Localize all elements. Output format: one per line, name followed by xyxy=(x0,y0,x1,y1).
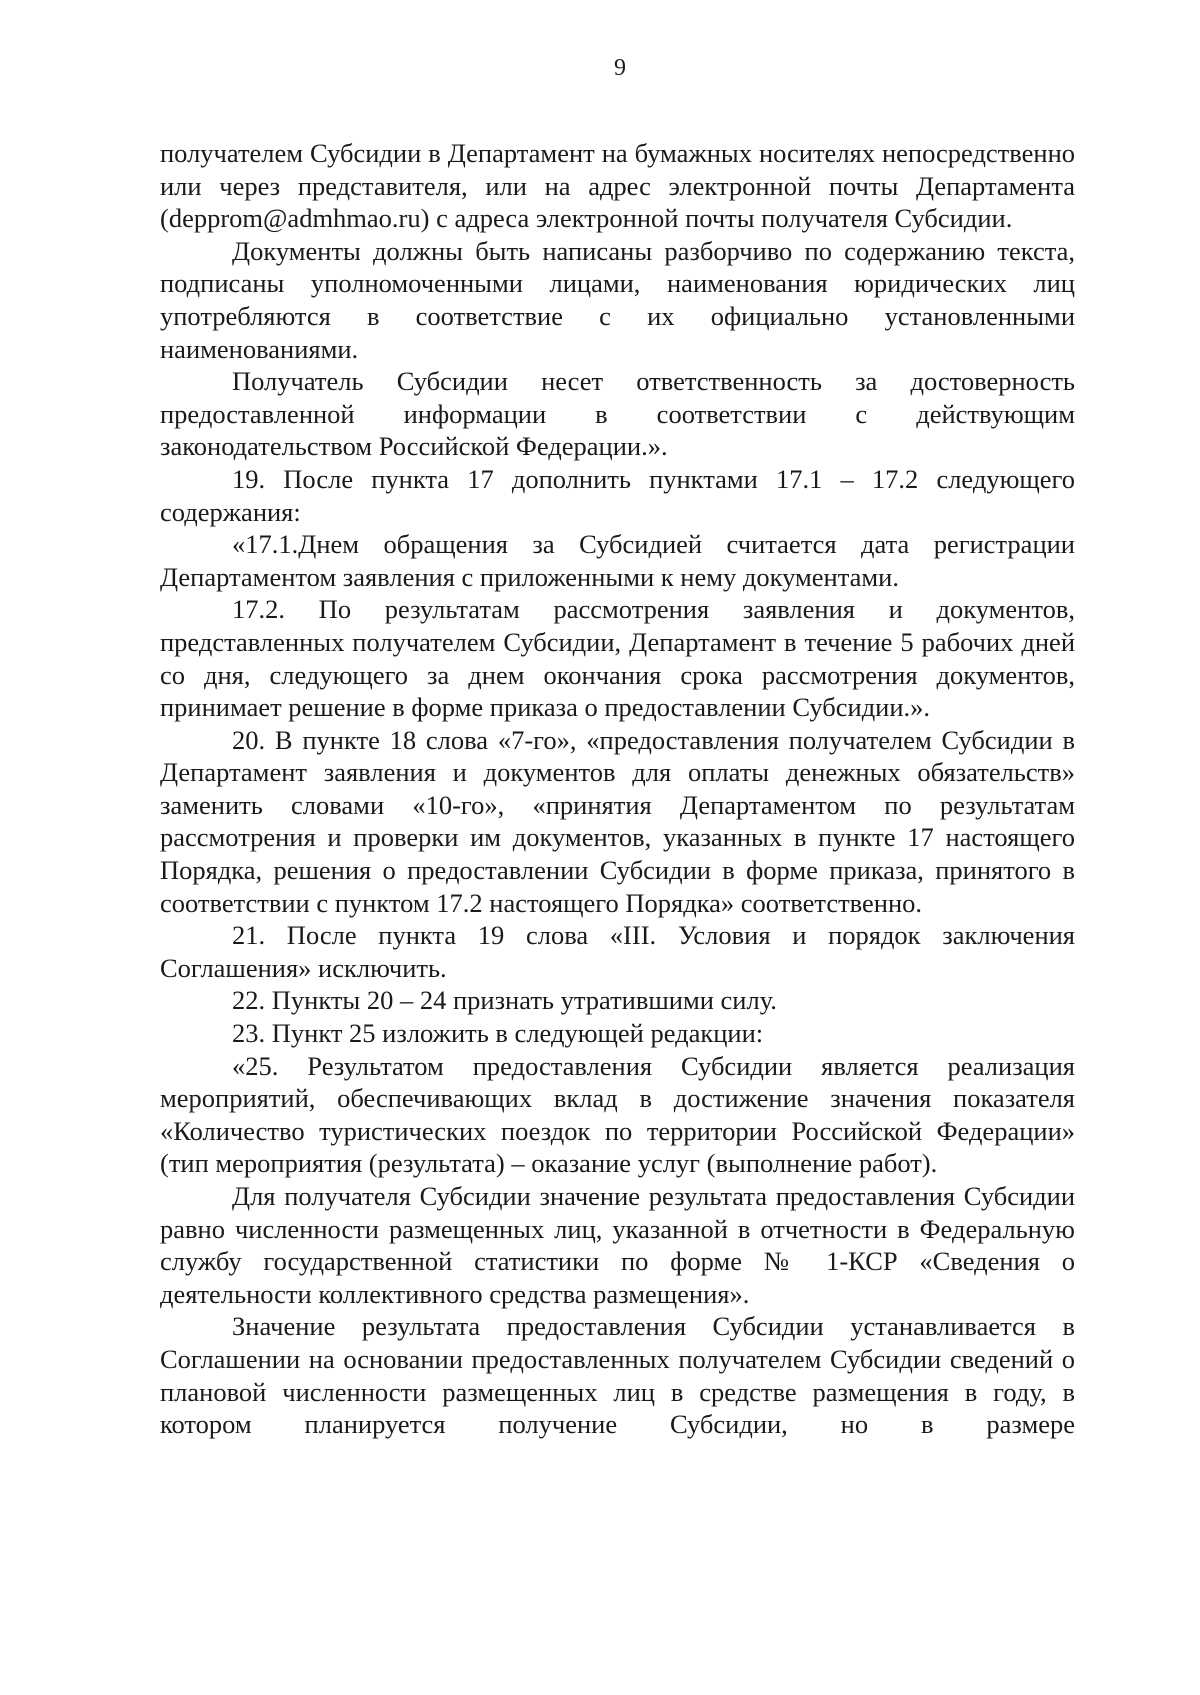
document-body xyxy=(160,137,1075,1441)
paragraph: Для получателя Субсидии значение результата предоставления Субсидии равно численности размещенных лиц, указанной в отчетности в Федеральную службу государственной статистики по форме № 1-КСР «Сведения о деятельности коллективного средства размещения». xyxy=(160,1181,1075,1309)
paragraph: 22. Пункты 20 – 24 признать утратившими силу. xyxy=(232,985,777,1016)
paragraph: Получатель Субсидии несет ответственность за достоверность предоставленной информации в соответствии с действующим законодательством Российской Федерации.». xyxy=(160,366,1075,462)
paragraph: 23. Пункт 25 изложить в следующей редакции: xyxy=(232,1018,764,1049)
paragraph: 21. После пункта 19 слова «III. Условия и порядок заключения Соглашения» исключить. xyxy=(160,920,1075,983)
paragraph: Значение результата предоставления Субсидии устанавливается в Соглашении на основании предоставленных получателем Субсидии сведений о плановой численности размещенных лиц в средстве размещения в году, в котором планируется получение Субсидии, но в размере xyxy=(160,1311,1075,1440)
paragraph: получателем Субсидии в Департамент на бумажных носителях непосредственно или через представителя, или на адрес электронной почты Департамента (depprom@admhmao.ru) с адреса электронной почты получателя Субсидии. xyxy=(160,138,1075,234)
page-number: 9 xyxy=(614,55,626,81)
paragraph: Документы должны быть написаны разборчиво по содержанию текста, подписаны уполномоченными лицами, наименования юридических лиц употребляются в соответствие с их официально установленными наименованиями. xyxy=(160,235,1075,364)
paragraph: 17.2. По результатам рассмотрения заявления и документов, представленных получателем Субсидии, Департамент в течение 5 рабочих дней со дня, следующего за днем окончания срока рассмотрения документов, принимает решение в форме приказа о предоставлении Субсидии.». xyxy=(160,594,1075,723)
paragraph: «17.1.Днем обращения за Субсидией считается дата регистрации Департаментом заявления с приложенными к нему документами. xyxy=(160,529,1075,592)
paragraph: 19. После пункта 17 дополнить пунктами 17.1 – 17.2 следующего содержания: xyxy=(160,463,1075,527)
paragraph: 20. В пункте 18 слова «7-го», «предоставления получателем Субсидии в Департамент заявления и документов для оплаты денежных обязательств» заменить словами «10-го», «принятия Департаментом по результатам рассмотрения и проверки им документов, указанных в пункте 17 настоящего Порядка, решения о предоставлении Субсидии в форме приказа, принятого в соответствии с пунктом 17.2 настоящего Порядка» соответственно. xyxy=(160,724,1075,918)
paragraph: «25. Результатом предоставления Субсидии является реализация мероприятий, обеспечивающих вклад в достижение значения показателя «Количество туристических поездок по территории Российской Федерации» (тип мероприятия (результата) – оказание услуг (выполнение работ). xyxy=(160,1050,1075,1179)
